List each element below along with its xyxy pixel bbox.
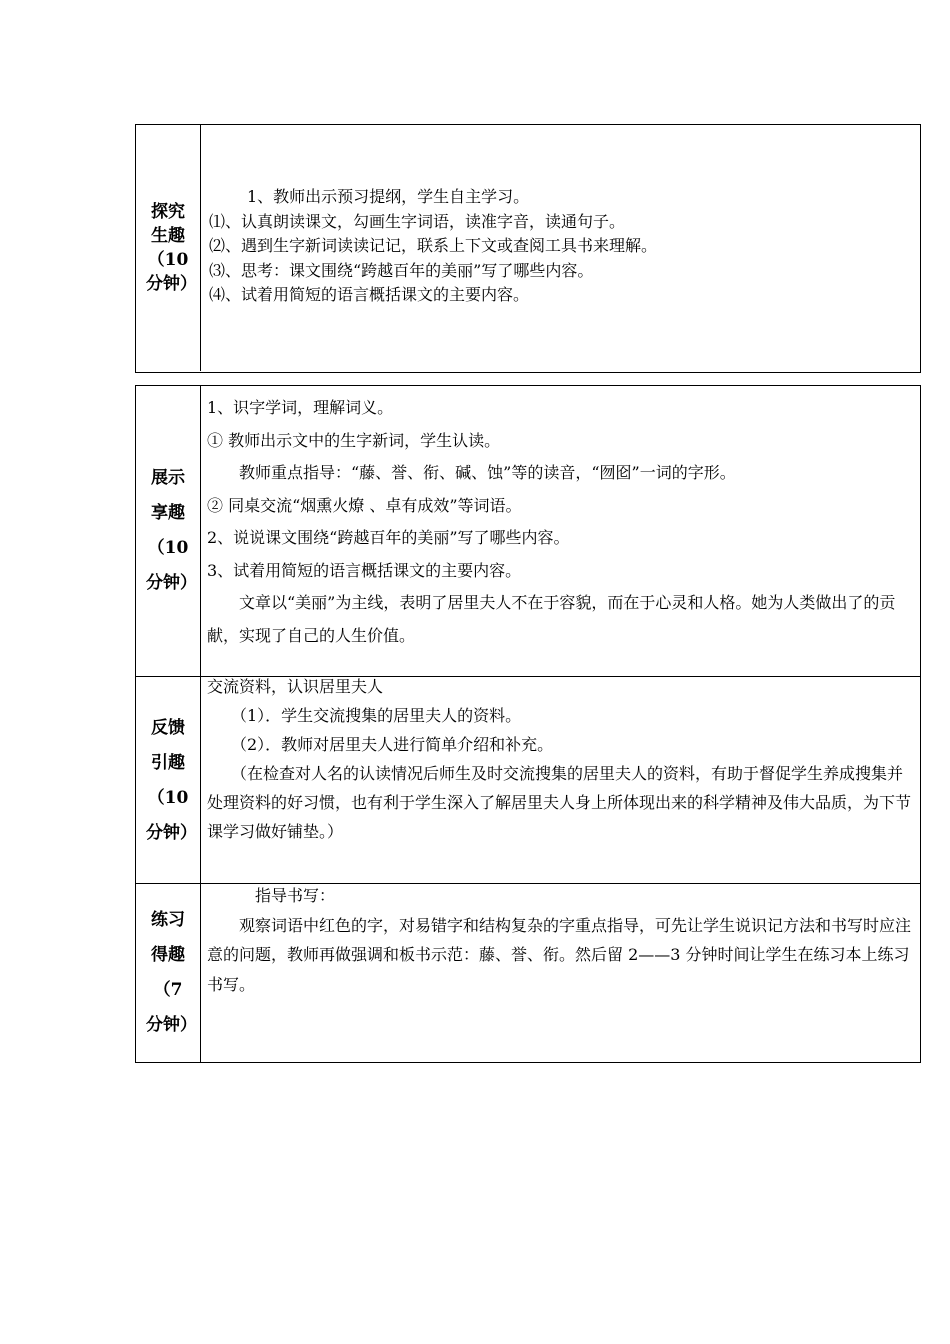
content-line: （1）．学生交流搜集的居里夫人的资料。 bbox=[207, 706, 522, 725]
section-row-display bbox=[136, 386, 920, 676]
content-line: ⑴、认真朗读课文，勾画生字词语，读准字音，读通句子。 bbox=[209, 211, 626, 231]
content-line: 指导书写： bbox=[207, 886, 336, 905]
section-label: 练习得趣（7分钟） bbox=[146, 910, 197, 1035]
section-label: 探究生趣（10分钟） bbox=[146, 202, 197, 294]
content-line: ② 同桌交流“烟熏火燎 、卓有成效”等词语。 bbox=[207, 495, 522, 515]
content-line: 1、教师出示预习提纲，学生自主学习。 bbox=[231, 187, 530, 206]
section-label-cell bbox=[136, 884, 201, 1062]
content-line: 3、试着用简短的语言概括课文的主要内容。 bbox=[207, 560, 522, 580]
content-line: 交流资料，认识居里夫人 bbox=[207, 677, 384, 696]
content-paragraph: 观察词语中红色的字，对易错字和结构复杂的字重点指导，可先让学生说识记方法和书写时应注意的问题，教师再做强调和板书示范：藤、誉、衔。然后留 2——3 分钟时间让学生在练习本上练习书写。 bbox=[207, 915, 912, 994]
content-line: （2）．教师对居里夫人进行简单介绍和补充。 bbox=[207, 735, 554, 754]
section-label-cell bbox=[136, 386, 201, 676]
content-line: 1、识字学词，理解词义。 bbox=[207, 398, 394, 417]
section-label: 展示享趣（10分钟） bbox=[146, 468, 197, 593]
content-line: 2、说说课文围绕“跨越百年的美丽”写了哪些内容。 bbox=[207, 528, 570, 547]
content-paragraph: （在检查对人名的认读情况后师生及时交流搜集的居里夫人的资料，有助于督促学生养成搜集并处理资料的好习惯，也有利于学生深入了解居里夫人身上所体现出来的科学精神及伟大品质，为下节课学习做好铺垫。） bbox=[207, 764, 912, 841]
section-content bbox=[207, 672, 914, 846]
section-row-explore bbox=[136, 125, 920, 371]
content-line: ⑶、思考：课文围绕“跨越百年的美丽”写了哪些内容。 bbox=[209, 260, 594, 280]
content-line: ⑷、试着用简短的语言概括课文的主要内容。 bbox=[209, 285, 530, 304]
section-label-cell bbox=[136, 677, 201, 884]
section-content bbox=[207, 881, 914, 999]
section-row-feedback bbox=[136, 676, 920, 884]
lesson-table-2 bbox=[135, 385, 921, 1063]
content-line: ① 教师出示文中的生字新词，学生认读。 bbox=[207, 430, 501, 450]
section-row-practice bbox=[136, 883, 920, 1062]
section-content bbox=[209, 185, 914, 308]
content-line: ⑵、遇到生字新词读读记记，联系上下文或查阅工具书来理解。 bbox=[209, 236, 658, 255]
section-label-cell bbox=[136, 125, 201, 371]
section-content bbox=[207, 392, 914, 652]
lesson-table-1 bbox=[135, 124, 921, 373]
content-line: 教师重点指导：“藤、誉、衔、碱、蚀”等的读音，“囫囵”一词的字形。 bbox=[207, 463, 736, 482]
section-label: 反馈引趣（10分钟） bbox=[146, 717, 197, 843]
content-paragraph: 文章以“美丽”为主线，表明了居里夫人不在于容貌，而在于心灵和人格。她为人类做出了的贡献，实现了自己的人生价值。 bbox=[207, 593, 896, 645]
